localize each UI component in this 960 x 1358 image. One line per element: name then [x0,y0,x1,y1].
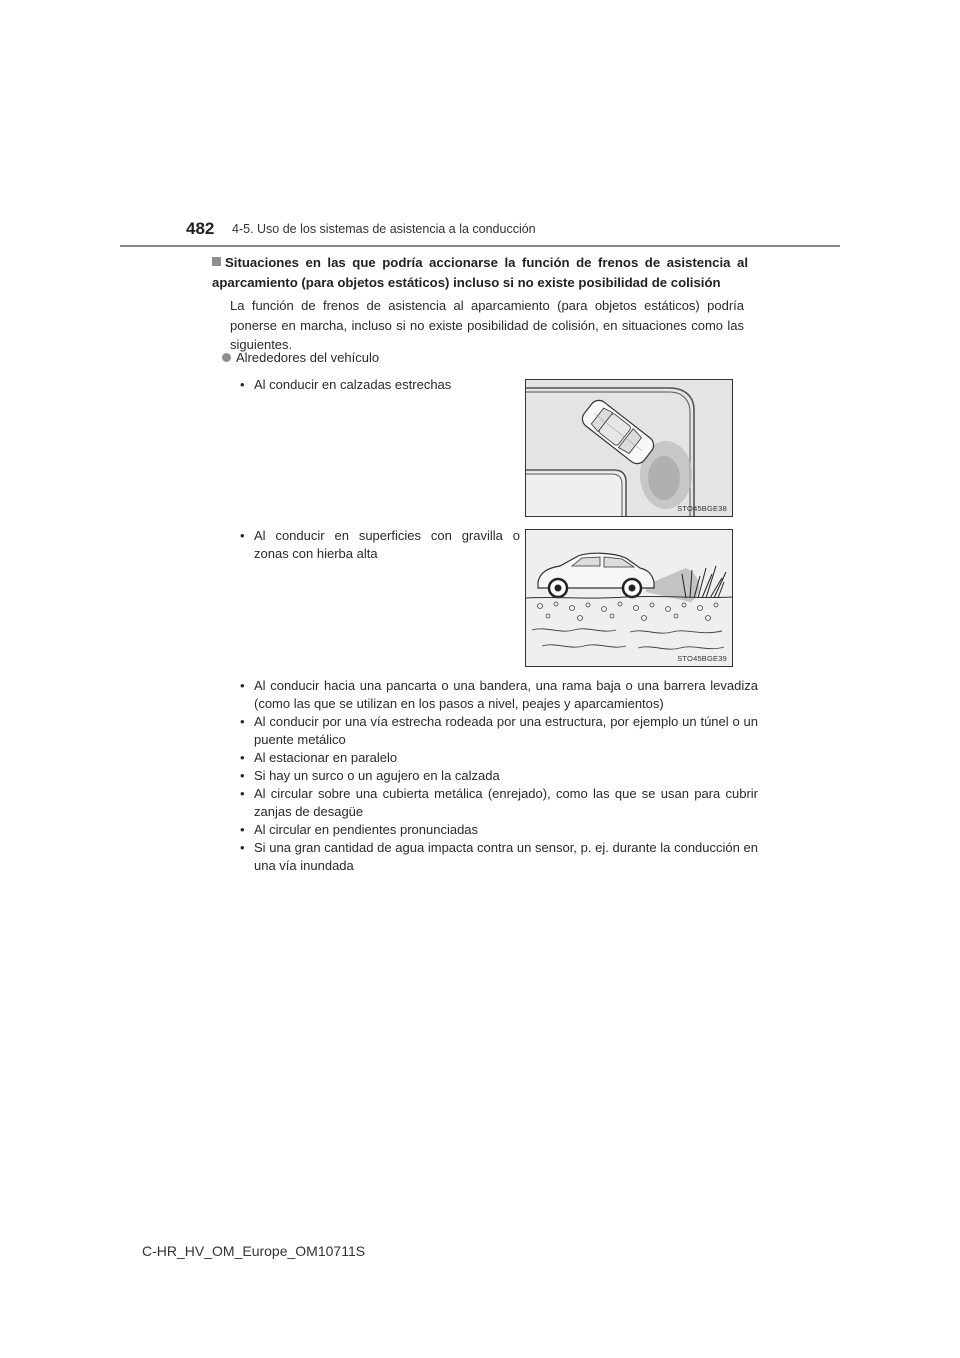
list-item-text: Al estacionar en paralelo [254,750,398,765]
bullet-glyph: • [240,750,245,765]
sub-heading [222,350,379,365]
list-item [240,821,758,839]
list-item-text: Si una gran cantidad de agua impacta contra un sensor, p. ej. durante la conducción en una vía inundada [254,840,758,874]
list-item [240,376,520,394]
list-item [240,677,758,714]
section-heading [212,253,748,293]
list-item [240,785,758,822]
bullet-glyph: • [240,822,245,837]
intro-paragraph: La función de frenos de asistencia al aparcamiento (para objetos estáticos) podría ponerse en marcha, incluso si no existe posibilidad de colisión, en situaciones como las siguientes. [230,298,744,352]
page-number: 482 [186,219,215,238]
list-item-text: Al circular sobre una cubierta metálica (enrejado), como las que se usan para cubrir zanjas de desagüe [254,786,758,820]
list-item-text: Al conducir en superficies con gravilla o zonas con hierba alta [254,528,520,562]
list-item-text: Al circular en pendientes pronunciadas [254,822,479,837]
list-item-text: Al conducir por una vía estrecha rodeada por una estructura, por ejemplo un túnel o un puente metálico [254,714,758,748]
narrow-road-illustration [526,380,732,516]
list-item [240,839,758,876]
list-item [240,767,758,785]
section-heading-text: Situaciones en las que podría accionarse la función de frenos de asistencia al aparcamiento (para objetos estáticos) incluso si no existe posibilidad de colisión [212,255,748,290]
list-item-text: Al conducir hacia una pancarta o una bandera, una rama baja o una barrera levadiza (como las que se utilizan en los pasos a nivel, peajes y aparcamientos) [254,678,758,712]
list-item [240,749,758,767]
bullet-glyph: • [240,768,245,783]
list-item-text: Si hay un surco o un agujero en la calzada [254,768,500,783]
bullet-glyph: • [240,678,245,693]
bullet-glyph: • [240,840,245,855]
figure-code: STO45BGE39 [677,654,727,663]
sub-heading-text: Alrededores del vehículo [236,350,380,365]
gravel-grass-illustration [526,530,732,666]
list-item [240,713,758,750]
footer-doc-id: C-HR_HV_OM_Europe_OM10711S [142,1243,366,1259]
section-title: 4-5. Uso de los sistemas de asistencia a la conducción [232,222,536,236]
bullet-glyph: • [240,714,245,729]
figure-gravel-grass [525,529,733,667]
bullet-glyph: • [240,528,245,543]
header-divider [120,245,840,247]
list-item-text: Al conducir en calzadas estrechas [254,377,452,392]
square-bullet-icon [212,257,221,266]
list-item [240,527,520,564]
bullet-glyph: • [240,786,245,801]
bullet-glyph: • [240,377,245,392]
circle-bullet-icon [222,353,231,362]
figure-narrow-road [525,379,733,517]
figure-code: STO45BGE38 [677,504,727,513]
